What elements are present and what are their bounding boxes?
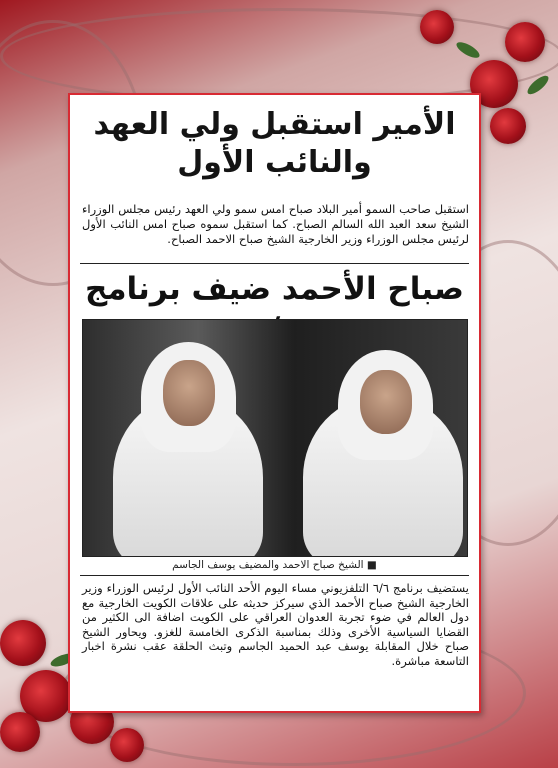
rose-decoration — [0, 712, 40, 752]
subheadline: صباح الأحمد ضيف برنامج — [85, 271, 464, 307]
rose-decoration — [490, 108, 526, 144]
rose-decoration — [0, 620, 46, 666]
photo-caption: ■ الشيخ صباح الاحمد والمضيف يوسف الجاسم — [172, 559, 377, 571]
rose-decoration — [505, 22, 545, 62]
headline-line-1: الأمير استقبل ولي العهد — [93, 107, 456, 142]
section-divider — [80, 263, 469, 264]
person-right-face — [360, 370, 412, 434]
body-paragraph: يستضيف برنامج ٦/٦ التلفزيوني مساء اليوم الأحد النائب الأول لرئيس الوزراء وزير الخارجية الشيخ صباح الأحمد الذي سيركز حديثه على علاقات الكويت الخارجية مع دول العالم في ضوء تجربة العدوان العراقي على الكويت اضافة الى الكثير من القضايا السياسية الأخرى وذلك بمناسبة الذكرى الخامسة للغزو. ويحاور الشيخ صباح خلال المقابلة يوسف عبد الحميد الجاسم وتبث الحلقة عقب نشرة اخبار التاسعة مباشرة. — [82, 581, 469, 668]
rose-decoration — [420, 10, 454, 44]
newspaper-clipping — [68, 93, 481, 713]
news-photo — [82, 319, 468, 557]
caption-divider — [80, 575, 469, 576]
intro-paragraph: استقبل صاحب السمو أمير البلاد صباح امس سمو ولي العهد رئيس مجلس الوزراء الشيخ سعد العبد الله السالم الصباح. كما استقبل سموه صباح امس النائب الأول لرئيس مجلس الوزراء وزير الخارجية الشيخ صباح الاحمد الصباح. — [82, 202, 469, 246]
rose-decoration — [110, 728, 144, 762]
headline-line-2: والنائب الأول — [177, 145, 372, 180]
person-left-face — [163, 360, 215, 426]
